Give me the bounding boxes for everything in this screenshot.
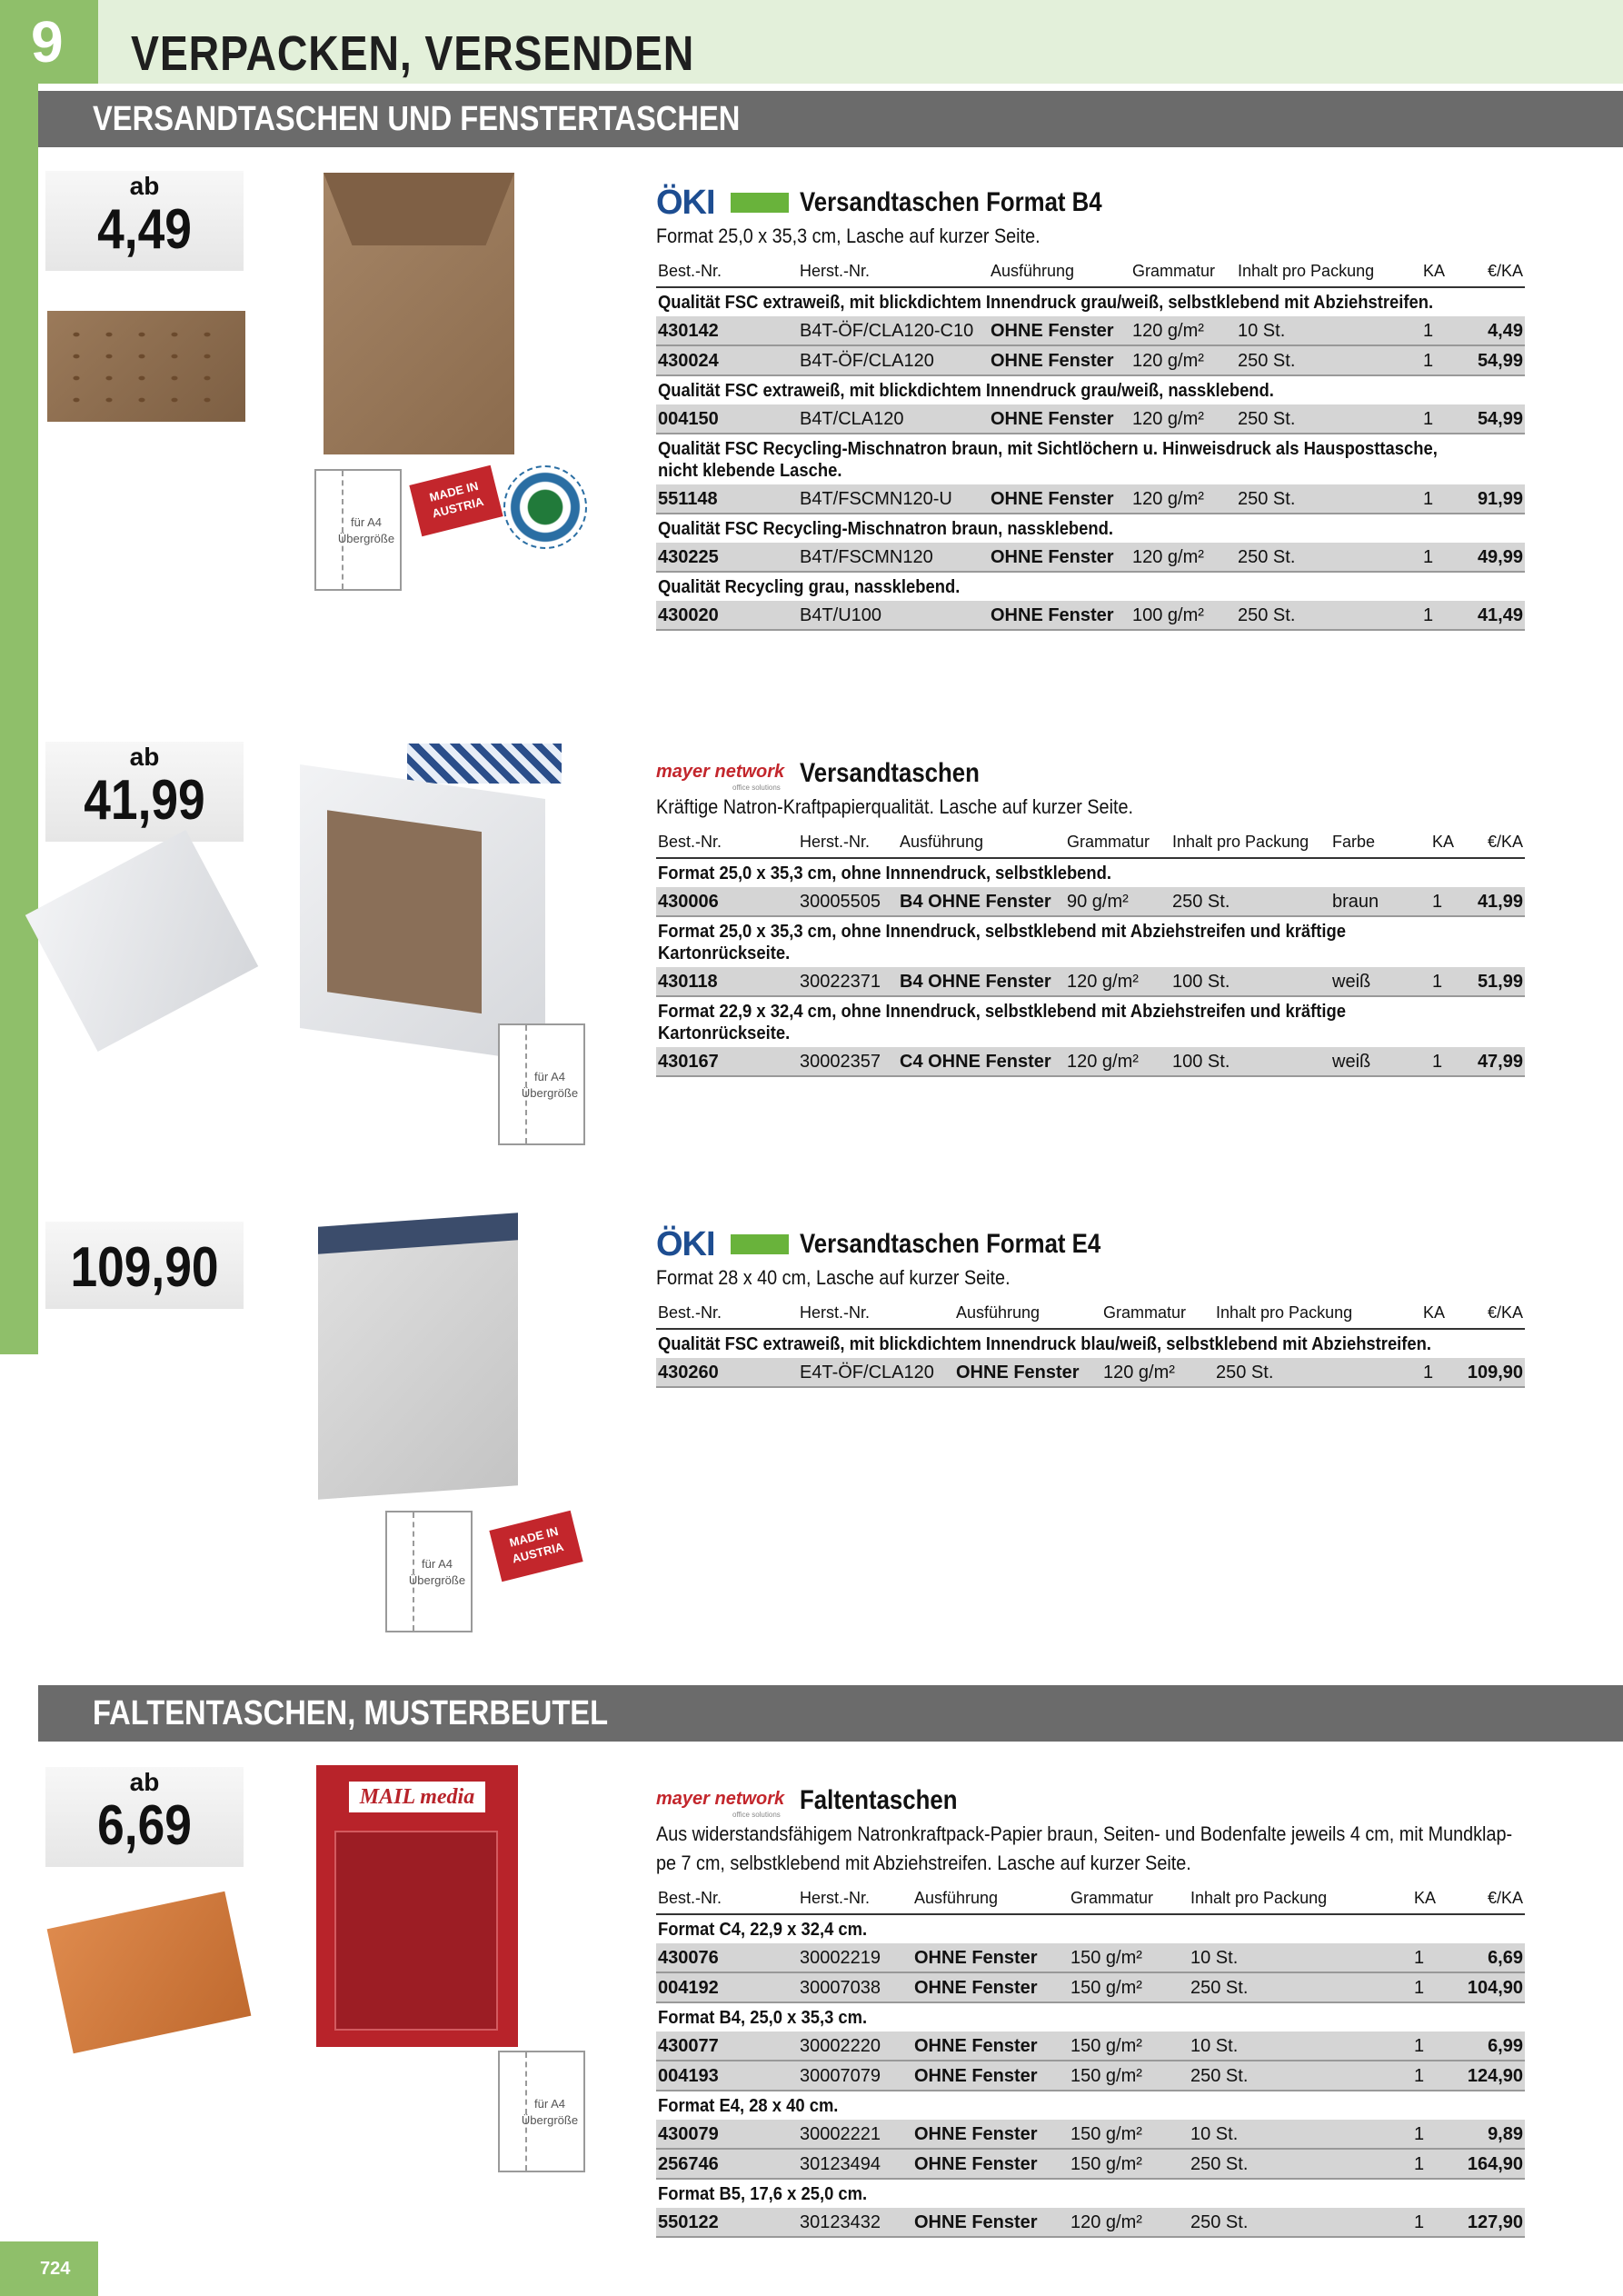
table-row: 430167 30002357 C4 OHNE Fenster 120 g/m² 100 St. weiß 1 47,99: [656, 1047, 1525, 1076]
col-ka: KA: [1421, 260, 1458, 287]
envelope-brown-holes-image: [47, 311, 245, 422]
size-diagram: [498, 1023, 585, 1145]
group-label: Format E4, 28 x 40 cm.: [658, 2096, 839, 2116]
product-versandtaschen-b4: [656, 184, 1525, 631]
mailmedia-logo: MAIL media: [349, 1782, 485, 1812]
product-title: Versandtaschen: [800, 758, 981, 788]
size-diagram-text: für A4 Übergröße: [521, 1070, 579, 1100]
table-row: 430225 B4T/FSCMN120 OHNE Fenster 120 g/m² 250 St. 1 49,99: [656, 543, 1525, 572]
col-inhalt: Inhalt pro Packung: [1236, 260, 1421, 287]
envelope-grey-image: [318, 1213, 518, 1499]
table-row: 430076 30002219 OHNE Fenster 150 g/m² 10 St. 1 6,69: [656, 1943, 1525, 1972]
col-best-nr: Best.-Nr.: [656, 260, 798, 287]
envelope-flap-security-pattern: [407, 744, 562, 784]
price-box: [45, 742, 244, 842]
group-label: Qualität FSC Recycling-Mischnatron braun, mit Sichtlöchern u. Hinweisdruck als Hausposttasche, nicht klebende Lasche.: [658, 439, 1438, 481]
table-row: 430024 B4T-ÖF/CLA120 OHNE Fenster 120 g/m² 250 St. 1 54,99: [656, 345, 1525, 375]
group-label: Qualität FSC extraweiß, mit blickdichtem Innendruck blau/weiß, selbstklebend mit Abziehstreifen.: [658, 1334, 1432, 1354]
size-diagram: [498, 2051, 585, 2172]
size-diagram-text: für A4 Übergröße: [408, 1557, 466, 1587]
product-table: Best.-Nr. Herst.-Nr. Ausführung Grammatur Inhalt pro Packung Farbe KA €/KA Format 25,0 x 35,3 cm, ohne Innnendruck, selbstklebend. 430006 30005505 B4 OHNE Fenster 90 g/m² 250 St. braun 1 41,99 Format 25,0 x 35,3 cm, ohne Innendruck, selbstklebend mit Abziehstreifen und kräftige Kartonrückseite. 430118 30022371 B4 OHNE Fenster 120 g/m² 100 St. weiß 1 51,99 Format 22,9 x 32,4 cm, ohne Innendruck, selbstklebend mit Abziehstreifen und kräftige Kartonrückseite. 430167 30002357 C4 OHNE Fenster 120 g/m² 100 St. weiß 1 47,99: [656, 831, 1525, 1077]
table-row: 551148 B4T/FSCMN120-U OHNE Fenster 120 g/m² 250 St. 1 91,99: [656, 484, 1525, 514]
col-price: €/KA: [1458, 260, 1525, 287]
table-row: 430079 30002221 OHNE Fenster 150 g/m² 10 St. 1 9,89: [656, 2120, 1525, 2149]
product-table: [656, 260, 1525, 631]
group-label: Format C4, 22,9 x 32,4 cm.: [658, 1920, 868, 1940]
chapter-side-stripe: [0, 82, 38, 1354]
product-table: Best.-Nr. Herst.-Nr. Ausführung Grammatur Inhalt pro Packung KA €/KA Qualität FSC extraweiß, mit blickdichtem Innendruck blau/weiß, selbstklebend mit Abziehstreifen. 430260 E4T-ÖF/CLA120 OHNE Fenster 120 g/m² 250 St. 1 109,90: [656, 1302, 1525, 1388]
price-value: 109,90: [70, 1236, 219, 1299]
size-diagram-text: für A4 Übergröße: [521, 2097, 579, 2127]
table-row: 256746 30123494 OHNE Fenster 150 g/m² 250 St. 1 164,90: [656, 2149, 1525, 2179]
holes-pattern: [60, 324, 214, 411]
table-row: 004192 30007038 OHNE Fenster 150 g/m² 250 St. 1 104,90: [656, 1972, 1525, 2002]
oki-logo-icon: ÖKI: [656, 1229, 789, 1260]
price-value: 4,49: [97, 198, 192, 261]
product-title: Versandtaschen Format E4: [800, 1229, 1101, 1259]
envelope-white-image: [300, 764, 545, 1063]
mailmedia-catalog-image: [316, 1765, 518, 2047]
table-row: 430020 B4T/U100 OHNE Fenster 100 g/m² 250 St. 1 41,49: [656, 601, 1525, 630]
group-label: Format B4, 25,0 x 35,3 cm.: [658, 2008, 868, 2028]
price-box: [45, 1767, 244, 1867]
table-row: 430118 30022371 B4 OHNE Fenster 120 g/m² 100 St. weiß 1 51,99: [656, 967, 1525, 996]
envelope-white-small-image: [25, 830, 258, 1052]
oki-logo-icon: ÖKI: [656, 187, 789, 218]
price-box: [45, 171, 244, 271]
mayer-network-logo-icon: mayer network office solutions: [656, 762, 785, 792]
group-label: Qualität FSC extraweiß, mit blickdichtem Innendruck grau/weiß, nassklebend.: [658, 381, 1274, 401]
envelope-brown-image: [324, 173, 514, 454]
price-value: 6,69: [97, 1794, 192, 1857]
product-versandtaschen-e4: [656, 1225, 1525, 1388]
chapter-number: 9: [0, 0, 98, 84]
product-title: Versandtaschen Format B4: [800, 187, 1103, 217]
group-label: Format 22,9 x 32,4 cm, ohne Innendruck, selbstklebend mit Abziehstreifen und kräftige Kartonrückseite.: [658, 1002, 1346, 1043]
table-row: 430006 30005505 B4 OHNE Fenster 90 g/m² 250 St. braun 1 41,99: [656, 887, 1525, 916]
price-value: 41,99: [84, 769, 205, 832]
table-row: 430077 30002220 OHNE Fenster 150 g/m² 10 St. 1 6,99: [656, 2031, 1525, 2061]
price-prefix: ab: [129, 172, 160, 200]
table-row: 004150 B4T/CLA120 OHNE Fenster 120 g/m² 250 St. 1 54,99: [656, 404, 1525, 434]
page-number: 724: [0, 2241, 98, 2296]
section-title-versandtaschen: VERSANDTASCHEN UND FENSTERTASCHEN: [93, 100, 741, 138]
product-description: Format 28 x 40 cm, Lasche auf kurzer Seite.: [656, 1266, 1011, 1289]
certification-seal-icon: [503, 465, 587, 549]
col-ausfuehrung: Ausführung: [989, 260, 1130, 287]
product-description: Format 25,0 x 35,3 cm, Lasche auf kurzer Seite.: [656, 225, 1041, 247]
section-title-faltentaschen: FALTENTASCHEN, MUSTERBEUTEL: [93, 1694, 609, 1732]
table-row: 550122 30123432 OHNE Fenster 120 g/m² 250 St. 1 127,90: [656, 2208, 1525, 2237]
group-label: Format 25,0 x 35,3 cm, ohne Innendruck, selbstklebend mit Abziehstreifen und kräftige Kartonrückseite.: [658, 922, 1346, 963]
product-faltentaschen: [656, 1785, 1525, 2238]
price-prefix: ab: [129, 743, 160, 771]
product-description: Aus widerstandsfähigem Natronkraftpack-Papier braun, Seiten- und Bodenfalte jeweils 4 cm, mit Mundklap-pe 7 cm, selbstklebend mit Abziehstreifen. Lasche auf kurzer Seite.: [656, 1822, 1513, 1874]
made-in-austria-badge: MADE IN AUSTRIA: [409, 465, 503, 537]
group-label: Format B5, 17,6 x 25,0 cm.: [658, 2184, 868, 2204]
price-box: [45, 1222, 244, 1309]
group-label: Qualität FSC Recycling-Mischnatron braun, nassklebend.: [658, 519, 1113, 539]
chapter-title: VERPACKEN, VERSENDEN: [131, 26, 695, 81]
made-in-austria-badge: MADE IN AUSTRIA: [489, 1511, 582, 1582]
table-row: 430260 E4T-ÖF/CLA120 OHNE Fenster 120 g/m² 250 St. 1 109,90: [656, 1358, 1525, 1387]
group-label: Format 25,0 x 35,3 cm, ohne Innnendruck, selbstklebend.: [658, 863, 1112, 883]
size-diagram: [314, 469, 402, 591]
price-prefix: ab: [129, 1768, 160, 1796]
table-row: 430142 B4T-ÖF/CLA120-C10 OHNE Fenster 120 g/m² 10 St. 1 4,49: [656, 316, 1525, 345]
product-versandtaschen-mayer: [656, 758, 1525, 1077]
envelope-orange-image: [47, 1892, 252, 2054]
mayer-network-logo-icon: mayer network office solutions: [656, 1789, 785, 1819]
group-label: Qualität Recycling grau, nassklebend.: [658, 577, 961, 597]
size-diagram: [385, 1511, 473, 1632]
size-diagram-text: für A4 Übergröße: [337, 515, 395, 545]
table-row: 004193 30007079 OHNE Fenster 150 g/m² 250 St. 1 124,90: [656, 2061, 1525, 2091]
product-table: Best.-Nr. Herst.-Nr. Ausführung Grammatur Inhalt pro Packung KA €/KA Format C4, 22,9 x 32,4 cm. 430076 30002219 OHNE Fenster 150 g/m² 10 St. 1 6,69 004192 30007038 OHNE Fenster 150 g/m² 250 St. 1 104,90 Format B4, 25,0 x 35,3 cm. 430077 30002220 OHNE Fenster 150 g/m² 10 St. 1 6,99 004193 30007079 OHNE Fenster 150 g/m² 250 St. 1 124,90 Format E4, 28 x 40 cm. 430079 30002221 OHNE Fenster 150 g/m² 10 St. 1 9,89 256746 30123494 OHNE Fenster 150 g/m² 250 St. 1 164,90 Format B5, 17,6 x 25,0 cm. 550122 30123432 OHNE Fenster 120 g/m² 250 St. 1 127,90: [656, 1887, 1525, 2238]
group-label: Qualität FSC extraweiß, mit blickdichtem Innendruck grau/weiß, selbstklebend mit Abziehstreifen.: [658, 293, 1434, 313]
product-title: Faltentaschen: [800, 1785, 958, 1815]
col-herst-nr: Herst.-Nr.: [798, 260, 989, 287]
col-grammatur: Grammatur: [1130, 260, 1236, 287]
product-description: Kräftige Natron-Kraftpapierqualität. Lasche auf kurzer Seite.: [656, 795, 1133, 818]
